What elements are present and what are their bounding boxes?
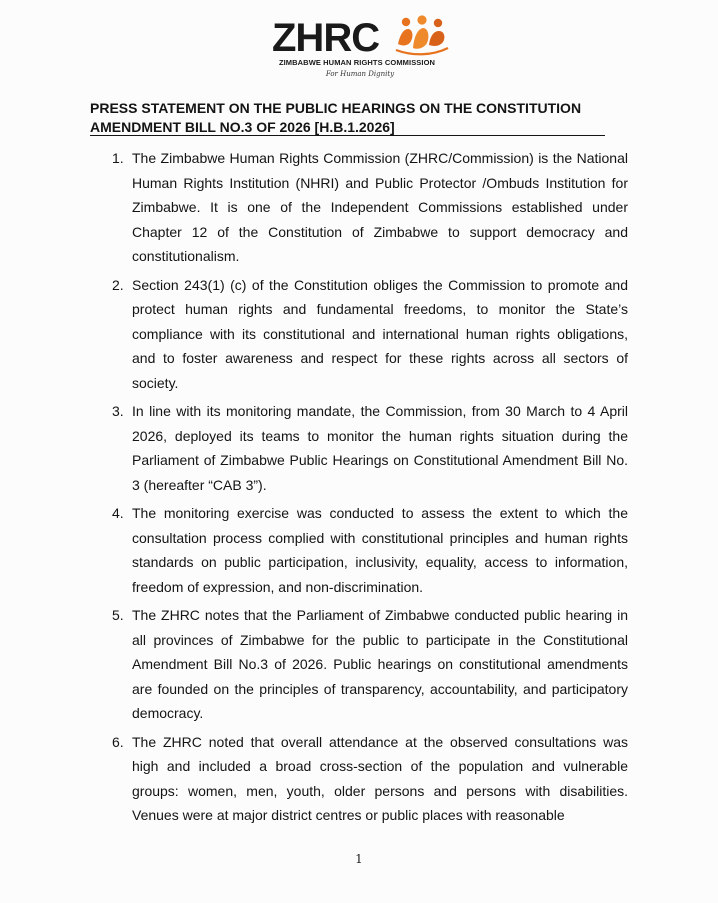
list-item-number: 6.: [112, 733, 124, 750]
logo-subtitle: ZIMBABWE HUMAN RIGHTS COMMISSION: [278, 58, 436, 67]
list-item: [0, 273, 718, 396]
human-figures-icon: [394, 14, 450, 58]
list-item-text: In line with its monitoring mandate, the Commission, from 30 March to 4 April 2026, deployed its teams to monitor the human rights situation during the Parliament of Zimbabwe Public Hearings on Constitutional Amendment Bill No. 3 (hereafter “CAB 3”).: [132, 403, 628, 493]
logo-mark: [272, 14, 379, 58]
list-item: [0, 399, 718, 497]
document-title: [90, 99, 650, 137]
list-item-number: 4.: [112, 505, 124, 521]
list-item: [0, 146, 718, 269]
title-underline: [90, 135, 605, 136]
list-item-number: 2.: [112, 276, 124, 293]
title-line-1: PRESS STATEMENT ON THE PUBLIC HEARINGS ON THE CONSTITUTION: [90, 100, 582, 116]
list-item: [0, 730, 718, 828]
list-item-number: 5.: [112, 607, 124, 623]
logo-wordmark: ZHRC: [272, 16, 380, 60]
zhrc-logo: [272, 14, 456, 94]
page-number: 1: [355, 852, 363, 866]
paragraph-list: [0, 146, 718, 832]
list-item: [0, 501, 718, 599]
list-item-text: The ZHRC noted that overall attendance at the observed consultations was high and included a broad cross-section of the population and vulnerable groups: women, men, youth, older persons and persons with disabilities. Venues were at major district centres or public places with reasonable: [132, 733, 628, 823]
list-item-text: Section 243(1) (c) of the Constitution obliges the Commission to promote and protect human rights and fundamental freedoms, to monitor the State’s compliance with its constitutional and international human rights obligations, and to foster awareness and respect for these rights across all sectors of society.: [132, 276, 628, 391]
title-line-2: AMENDMENT BILL NO.3 OF 2026 [H.B.1.2026]: [90, 119, 395, 135]
list-item-text: The ZHRC notes that the Parliament of Zimbabwe conducted public hearing in all provinces of Zimbabwe for the public to participate in the Constitutional Amendment Bill No.3 of 2026. Public hearings on constitutional amendments are founded on the principles of transparency, accountability, and participatory democracy.: [132, 607, 628, 721]
list-item-number: 3.: [112, 403, 124, 419]
list-item-number: 1.: [112, 150, 124, 166]
list-item: [0, 603, 718, 726]
logo-tagline: For Human Dignity: [325, 70, 395, 78]
list-item-text: The monitoring exercise was conducted to assess the extent to which the consultation process complied with constitutional principles and human rights standards on public participation, inclusivity, equality, access to information, freedom of expression, and non-discrimination.: [132, 505, 628, 595]
list-item-text: The Zimbabwe Human Rights Commission (ZHRC/Commission) is the National Human Rights Institution (NHRI) and Public Protector /Ombuds Institution for Zimbabwe. It is one of the Independent Commissions established under Chapter 12 of the Constitution of Zimbabwe to support democracy and constitutionalism.: [132, 150, 628, 264]
